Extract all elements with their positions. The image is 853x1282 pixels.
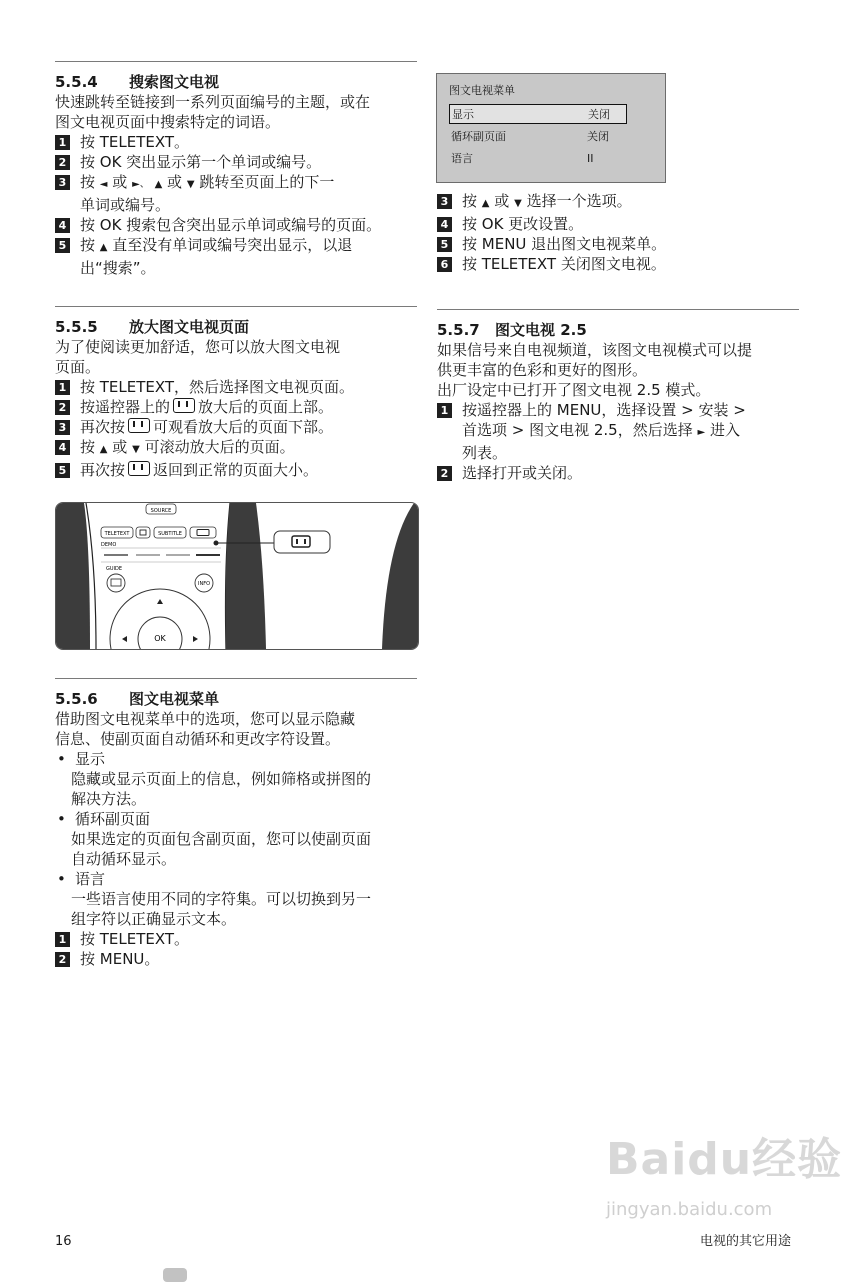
step-text-part: 直至没有单词或编号突出显示，以退 (112, 236, 353, 254)
bullet-item (55, 749, 417, 769)
teletext-menu-row (449, 149, 625, 167)
step-text (80, 235, 417, 278)
step-text-part: 选择一个选项。 (526, 192, 632, 210)
step-item (437, 400, 799, 463)
step-number-box: 6 (437, 257, 452, 272)
baidu-watermark-url: jingyan.baidu.com (606, 1199, 773, 1220)
section-heading (55, 317, 417, 337)
step-text-part: 按 (462, 192, 478, 210)
step-number-box: 2 (437, 466, 452, 481)
step-text: 按 TELETEXT。 (80, 930, 190, 948)
step-text: 按 OK 更改设置。 (462, 215, 584, 233)
step-item (55, 949, 417, 969)
step-text-part: 单词或编号。 (80, 196, 171, 214)
remote-bezel-left (56, 503, 90, 649)
section-number: 5.5.7 (437, 321, 480, 339)
step-text: 按 TELETEXT 关闭图文电视。 (462, 255, 666, 273)
teletext-menu-row-selected (449, 104, 627, 124)
step-text-part: 或 (112, 438, 128, 456)
step-text (80, 460, 417, 480)
menu-row-value: 关闭 (587, 130, 609, 143)
step-text-part: 或 (494, 192, 510, 210)
step-text-part: 返回到正常的页面大小。 (153, 461, 319, 479)
step-item (55, 377, 417, 397)
section-rule (55, 678, 417, 679)
menu-row-key: 语言 (451, 152, 473, 165)
up-arrow-icon: ▲ (99, 242, 108, 253)
menu-row-key: 显示 (452, 108, 474, 121)
step-text-part: 再次按 (80, 461, 126, 479)
zoom-format-icon (128, 461, 150, 476)
step-item (55, 929, 417, 949)
step-number-box: 1 (437, 403, 452, 418)
step-number-box: 2 (55, 400, 70, 415)
section-title: 图文电视菜单 (129, 690, 220, 708)
step-item (55, 417, 417, 437)
step-number-box: 1 (55, 135, 70, 150)
step-number-box: 4 (55, 440, 70, 455)
section-title: 搜索图文电视 (129, 73, 220, 91)
down-arrow-icon: ▼ (514, 198, 522, 209)
step-number-box: 2 (55, 155, 70, 170)
teletext-menu-title: 图文电视菜单 (449, 84, 515, 97)
section-rule (437, 309, 799, 310)
step-text: 选择打开或关闭。 (462, 464, 583, 482)
section-rule (55, 306, 417, 307)
down-arrow-icon: ▼ (186, 179, 195, 190)
bullet-description: 自动循环显示。 (71, 850, 177, 868)
step-item (437, 214, 799, 234)
step-number-box: 2 (55, 952, 70, 967)
menu-row-value: 关闭 (588, 108, 610, 121)
step-text-part: 或 (112, 173, 128, 191)
bullet-description: 解决方法。 (71, 790, 147, 808)
bullet-dot: • (57, 870, 66, 888)
paragraph-line: 供更丰富的色彩和更好的图形。 (437, 361, 648, 379)
page-number: 16 (55, 1234, 72, 1249)
paragraph-line: 为了使阅读更加舒适，您可以放大图文电视 (55, 338, 341, 356)
bullet-item (55, 869, 417, 889)
left-column-zoom (55, 306, 417, 480)
section-number: 5.5.6 (55, 690, 98, 708)
step-text-part: 出“搜索”。 (80, 259, 156, 277)
left-arrow-icon: ◄ (99, 179, 108, 190)
bullet-dot: • (57, 750, 66, 768)
step-text: 按 MENU 退出图文电视菜单。 (462, 235, 667, 253)
section-heading (55, 72, 417, 92)
step-text-part: 或 (167, 173, 183, 191)
step-number-box: 5 (55, 463, 70, 478)
step-text (80, 437, 417, 460)
step-item (55, 172, 417, 215)
step-text-part: 按 (80, 173, 96, 191)
source-button-label: SOURCE (150, 508, 172, 514)
right-column-steps (437, 191, 799, 274)
step-item (55, 152, 417, 172)
bullet-description: 组字符以正确显示文本。 (71, 910, 237, 928)
step-number-box: 1 (55, 932, 70, 947)
step-number-box: 3 (55, 420, 70, 435)
right-arrow-icon: ► (697, 427, 706, 438)
section-heading (437, 320, 799, 340)
bullet-description: 如果选定的页面包含副页面，您可以使副页面 (71, 830, 372, 848)
section-number: 5.5.4 (55, 73, 98, 91)
step-item (437, 191, 799, 214)
up-arrow-icon: ▲ (154, 179, 163, 190)
section-title: 图文电视 2.5 (495, 321, 587, 339)
subtitle-button-label: SUBTITLE (158, 531, 182, 537)
step-number-box: 3 (437, 194, 452, 209)
step-text (80, 417, 417, 437)
step-text-part: 按 (80, 236, 96, 254)
step-text-part: 跳转至页面上的下一 (199, 173, 335, 191)
demo-label: DEMO (101, 542, 117, 548)
teletext-menu-screen (436, 73, 666, 183)
step-item (55, 437, 417, 460)
step-number-box: 4 (55, 218, 70, 233)
bullet-description: 隐藏或显示页面上的信息，例如筛格或拼图的 (71, 770, 372, 788)
ok-button-label: OK (154, 634, 166, 643)
section-number: 5.5.5 (55, 318, 98, 336)
step-text (462, 400, 799, 463)
bullet-item (55, 809, 417, 829)
step-text-part: 进入 (710, 421, 741, 439)
teletext-button-label: TELETEXT (104, 531, 130, 537)
section-rule (55, 61, 417, 62)
step-text-part: 首选项 > 图文电视 2.5，然后选择 (462, 421, 693, 439)
step-text (80, 172, 417, 215)
up-arrow-icon: ▲ (99, 444, 108, 455)
step-number-box: 1 (55, 380, 70, 395)
step-number-box: 3 (55, 175, 70, 190)
step-text-part: 再次按 (80, 418, 126, 436)
left-column-menu (55, 678, 417, 969)
step-item (55, 397, 417, 417)
step-text (462, 191, 799, 214)
step-text: 按 MENU。 (80, 950, 160, 968)
menu-row-value: II (587, 152, 594, 165)
right-column-teletext25 (437, 309, 799, 483)
bullet-label: 语言 (75, 870, 106, 888)
step-item (55, 235, 417, 278)
step-number-box: 4 (437, 217, 452, 232)
remote-control-illustration (55, 502, 419, 650)
step-text-part: 按遥控器上的 MENU，选择设置 > 安装 > (462, 401, 746, 419)
step-item (437, 234, 799, 254)
chapter-footer: 电视的其它用途 (700, 1234, 792, 1249)
step-text-part: 按遥控器上的 (80, 398, 171, 416)
down-arrow-icon: ▼ (132, 444, 140, 455)
paragraph-line: 借助图文电视菜单中的选项，您可以显示隐藏 (55, 710, 356, 728)
zoom-format-icon (128, 418, 150, 433)
right-arrow-icon: ►、 (132, 179, 150, 190)
bullet-description: 一些语言使用不同的字符集。可以切换到另一 (71, 890, 372, 908)
remote-bezel-right (382, 503, 418, 649)
bullet-dot: • (57, 810, 66, 828)
baidu-watermark-logo: Baidu经验 (606, 1134, 843, 1185)
guide-label: GUIDE (106, 566, 123, 572)
info-button-label: INFO (197, 581, 211, 587)
menu-row-key: 循环副页面 (451, 130, 506, 143)
remote-drawing (56, 503, 418, 649)
step-number-box: 5 (55, 238, 70, 253)
section-zoom-teletext (55, 317, 417, 480)
paragraph-line: 页面。 (55, 358, 101, 376)
left-column (55, 61, 417, 278)
section-teletext-2-5 (437, 320, 799, 483)
step-text-part: 可滚动放大后的页面。 (144, 438, 295, 456)
step-text: 按 OK 搜索包含突出显示单词或编号的页面。 (80, 216, 382, 234)
step-text: 按 TELETEXT，然后选择图文电视页面。 (80, 378, 355, 396)
step-text-part: 列表。 (462, 444, 508, 462)
step-item (437, 254, 799, 274)
bullet-label: 显示 (75, 750, 106, 768)
step-item (55, 460, 417, 480)
paragraph-line: 出厂设定中已打开了图文电视 2.5 模式。 (437, 381, 711, 399)
section-heading (55, 689, 417, 709)
step-text-part: 可观看放大后的页面下部。 (153, 418, 334, 436)
step-number-box: 5 (437, 237, 452, 252)
section-teletext-menu (55, 689, 417, 969)
paragraph-line: 信息、使副页面自动循环和更改字符设置。 (55, 730, 341, 748)
paragraph-line: 如果信号来自电视频道，该图文电视模式可以提 (437, 341, 753, 359)
step-item (55, 132, 417, 152)
paragraph-line: 快速跳转至链接到一系列页面编号的主题，或在 (55, 93, 371, 111)
step-text-part: 按 (80, 438, 96, 456)
step-text (80, 397, 417, 417)
section-title: 放大图文电视页面 (129, 318, 250, 336)
teletext-menu-row (449, 127, 625, 145)
paragraph-line: 图文电视页面中搜索特定的词语。 (55, 113, 281, 131)
bullet-label: 循环副页面 (75, 810, 151, 828)
step-text: 按 TELETEXT。 (80, 133, 190, 151)
step-text: 按 OK 突出显示第一个单词或编号。 (80, 153, 322, 171)
step-text-part: 放大后的页面上部。 (198, 398, 334, 416)
zoom-format-icon (173, 398, 195, 413)
up-arrow-icon: ▲ (481, 198, 490, 209)
step-item (437, 463, 799, 483)
section-search-teletext (55, 72, 417, 278)
step-item (55, 215, 417, 235)
